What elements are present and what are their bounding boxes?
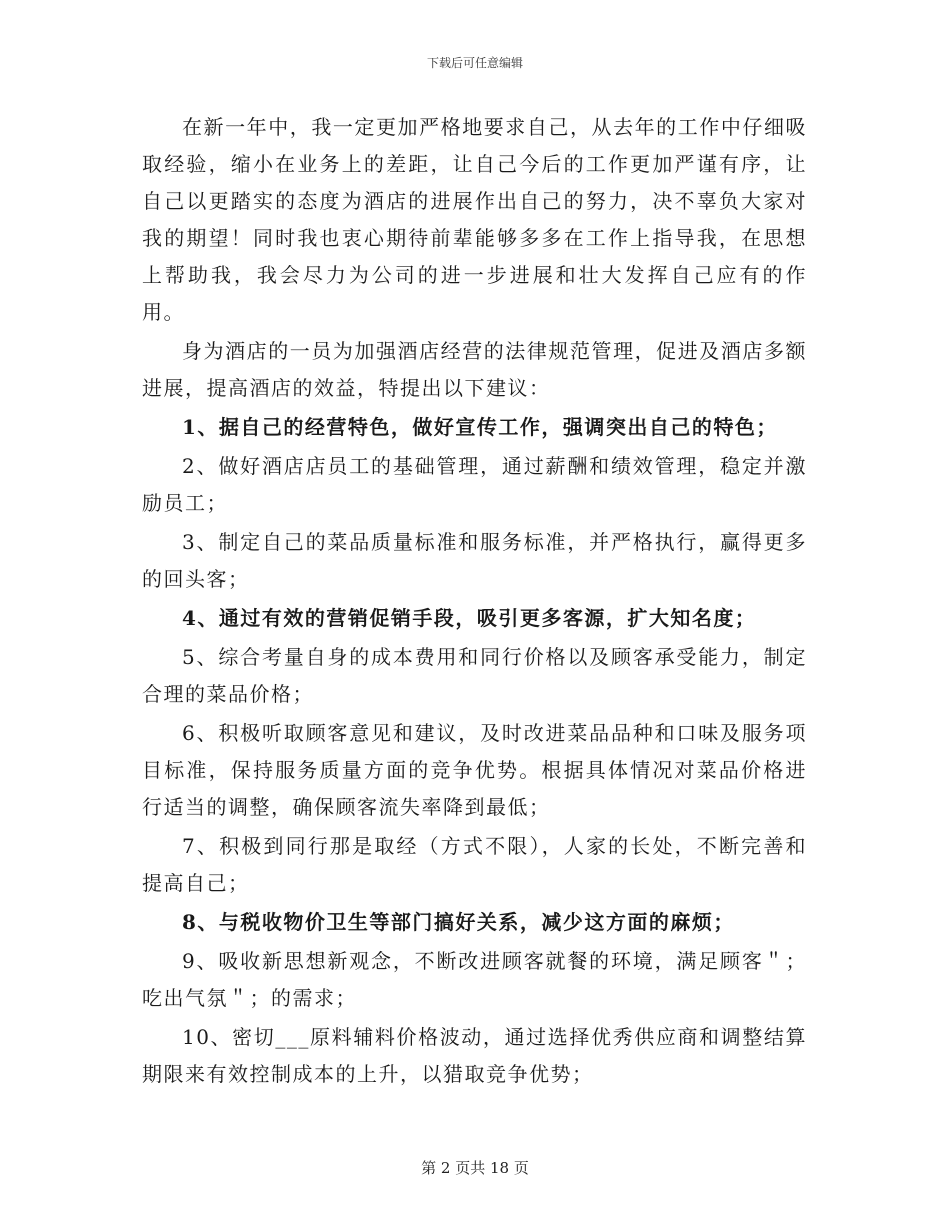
suggestion-3: 3、制定自己的菜品质量标准和服务标准，并严格执行，赢得更多的回头客； bbox=[142, 530, 807, 591]
suggestion-9: 9、吸收新思想新观念，不断改进顾客就餐的环境，满足顾客＂；吃出气氛＂；的需求； bbox=[142, 949, 807, 1010]
suggestion-5: 5、综合考量自身的成本费用和同行价格以及顾客承受能力，制定合理的菜品价格； bbox=[142, 645, 807, 706]
suggestion-8: 8、与税收物价卫生等部门搞好关系，减少这方面的麻烦； bbox=[182, 910, 735, 934]
suggestion-7: 7、积极到同行那是取经（方式不限），人家的长处，不断完善和提高自己； bbox=[142, 834, 807, 895]
page-footer: 第 2 页共 18 页 bbox=[421, 1159, 529, 1177]
suggestion-6: 6、积极听取顾客意见和建议，及时改进菜品品种和口味及服务项目标准，保持服务质量方面的竞争优势。根据具体情况对菜品价格进行适当的调整，确保顾客流失率降到最低； bbox=[142, 721, 807, 819]
document-body bbox=[142, 109, 807, 1093]
suggestion-10: 10、密切___原料辅料价格波动，通过选择优秀供应商和调整结算期限来有效控制成本的上升，以猎取竞争优势； bbox=[142, 1025, 807, 1086]
suggestion-4: 4、通过有效的营销促销手段，吸引更多客源，扩大知名度； bbox=[182, 606, 757, 630]
suggestion-2: 2、做好酒店店员工的基础管理，通过薪酬和绩效管理，稳定并激励员工； bbox=[142, 454, 807, 515]
suggestion-1: 1、据自己的经营特色，做好宣传工作，强调突出自己的特色； bbox=[182, 415, 778, 439]
paragraph-intro: 在新一年中，我一定更加严格地要求自己，从去年的工作中仔细吸取经验，缩小在业务上的差距，让自己今后的工作更加严谨有序，让自己以更踏实的态度为酒店的进展作出自己的努力，决不辜负大家对我的期望！同时我也衷心期待前辈能够多多在工作上指导我，在思想上帮助我，我会尽力为公司的进一步进展和壮大发挥自己应有的作用。 bbox=[142, 115, 807, 324]
paragraph-suggestions-lead: 身为酒店的一员为加强酒店经营的法律规范管理，促进及酒店多额进展，提高酒店的效益，特提出以下建议： bbox=[142, 339, 807, 400]
page-header: 下载后可任意编辑 bbox=[426, 56, 523, 70]
